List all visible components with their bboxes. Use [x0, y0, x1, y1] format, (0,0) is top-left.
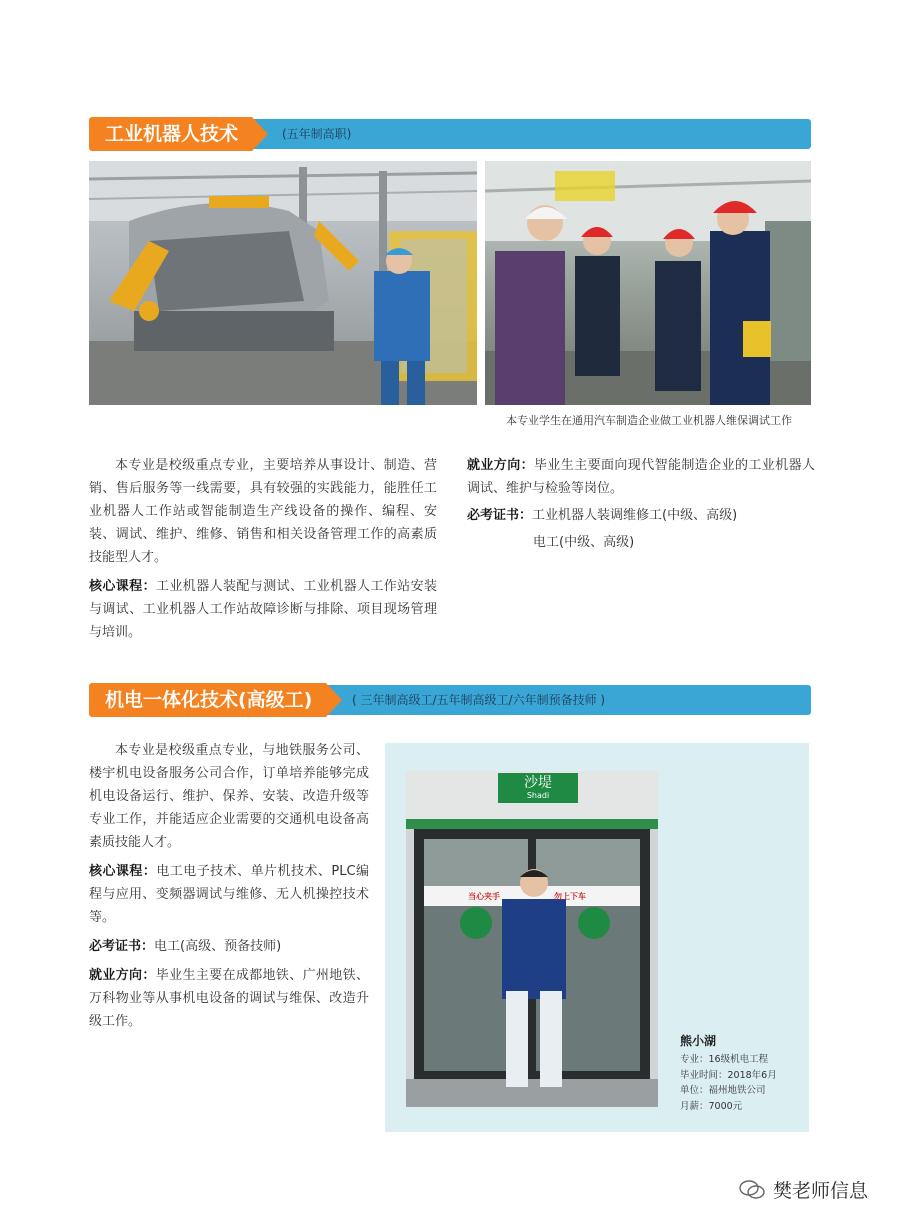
section1-intro-block	[89, 454, 437, 644]
section2-header-bar	[89, 685, 811, 715]
cert-2: 电工(中级、高级)	[533, 535, 635, 550]
station-name-en: Shadi	[526, 791, 550, 800]
section2-title: 机电一体化技术(高级工)	[89, 683, 326, 717]
core-courses-text: 工业机器人装配与测试、工业机器人工作站安装与调试、工业机器人工作站故障诊断与排除、项目现场管理与培训。	[89, 579, 437, 640]
door-sign-left: 当心夹手	[468, 892, 500, 901]
graduate-name: 熊小湖	[680, 1034, 717, 1048]
section1-cert	[467, 504, 815, 527]
section1-title: 工业机器人技术	[89, 117, 252, 151]
graduate-unit: 单位：福州地铁公司	[680, 1085, 766, 1096]
section1-header-bar	[89, 119, 811, 149]
cert-text: 电工(高级、预备技师)	[154, 939, 282, 954]
graduate-salary: 月薪：7000元	[680, 1100, 743, 1112]
section1-right-block	[467, 454, 815, 554]
robot-welding-photo	[89, 161, 477, 405]
section2-text-block	[89, 739, 369, 1033]
section1-intro: 本专业是校级重点专业，主要培养从事设计、制造、营销、售后服务等一线需要，具有较强的实践能力，能胜任工业机器人工作站或智能制造生产线设备的操作、编程、安装、调试、维护、维修、销售和相关设备管理工作的高素质技能型人才。	[89, 458, 437, 565]
core-courses-text: 电工电子技术、单片机技术、PLC编程与应用、变频器调试与维修、无人机操控技术等。	[89, 864, 369, 925]
cert-label: 必考证书：	[89, 939, 155, 954]
job-text: 毕业生主要在成都地铁、广州地铁、万科物业等从事机电设备的调试与维保、改造升级工作。	[89, 968, 369, 1029]
core-courses-label: 核心课程：	[89, 579, 156, 594]
engineers-photo	[485, 161, 811, 405]
door-sign-right: 勿上下车	[554, 892, 586, 901]
watermark-text: 樊老师信息	[772, 1180, 868, 1202]
section1-core-courses	[89, 575, 437, 644]
watermark	[739, 1176, 868, 1203]
station-name-cn: 沙堤	[524, 775, 552, 791]
section2-subtitle: ( 三年制高级工/五年制高级工/六年制预备技师 )	[352, 693, 606, 707]
cert-1: 工业机器人装调维修工(中级、高级)	[532, 508, 738, 523]
section1-subtitle: (五年制高职)	[282, 127, 352, 141]
section2-cert	[89, 935, 369, 958]
section2-job	[89, 964, 369, 1033]
wechat-icon	[739, 1180, 765, 1200]
graduate-info	[680, 1033, 777, 1114]
job-text: 毕业生主要面向现代智能制造企业的工业机器人调试、维护与检验等岗位。	[467, 458, 815, 496]
section1-job	[467, 454, 815, 500]
metro-station-photo	[406, 771, 658, 1107]
job-label: 就业方向：	[467, 458, 534, 473]
section2-core-courses	[89, 860, 369, 929]
cert-label: 必考证书：	[467, 508, 533, 523]
core-courses-label: 核心课程：	[89, 864, 157, 879]
graduate-major: 专业：16级机电工程	[680, 1054, 769, 1065]
photo-caption: 本专业学生在通用汽车制造企业做工业机器人维保调试工作	[506, 414, 792, 427]
graduate-date: 毕业时间：2018年6月	[680, 1069, 777, 1081]
job-label: 就业方向：	[89, 968, 156, 983]
section2-intro: 本专业是校级重点专业，与地铁服务公司、楼宇机电设备服务公司合作，订单培养能够完成机电设备运行、维护、保养、安装、改造升级等专业工作，并能适应企业需要的交通机电设备高素质技能人才。	[89, 743, 369, 850]
